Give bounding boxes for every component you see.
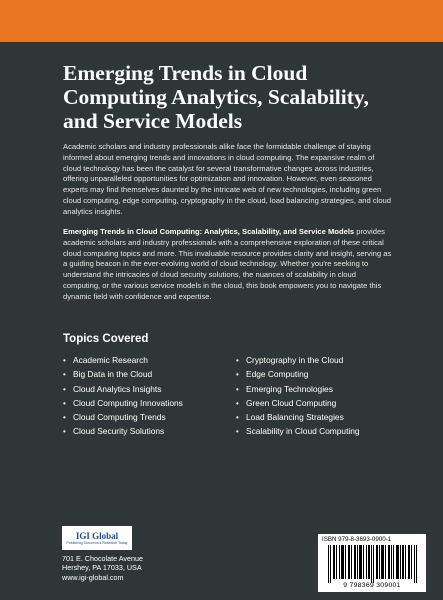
address-line-2: Hershey, PA 17033, USA <box>62 563 142 573</box>
barcode-bars-icon <box>328 545 418 583</box>
logo-tagline: Publishing Tomorrow's Research Today <box>66 540 128 545</box>
igi-global-logo <box>62 526 132 550</box>
bullet-icon: • <box>63 356 66 365</box>
topic-item: • Cryptography in the Cloud <box>236 353 406 367</box>
book-title-inline: Emerging Trends in Cloud Computing: Analytics, Scalability, and Service Models <box>63 227 355 236</box>
topic-item: • Green Cloud Computing <box>236 396 406 410</box>
topic-item: • Cloud Security Solutions <box>63 424 233 438</box>
topics-list-left <box>63 353 233 439</box>
topic-item: • Big Data in the Cloud <box>63 367 233 381</box>
bullet-icon: • <box>236 413 239 423</box>
bullet-icon: • <box>63 413 66 423</box>
publisher-website: www.igi-global.com <box>62 572 124 582</box>
bullet-icon: • <box>63 427 66 437</box>
bullet-icon: • <box>63 370 66 380</box>
bullet-icon: • <box>63 384 66 394</box>
topic-item: • Cloud Computing Innovations <box>63 396 233 410</box>
bullet-icon: • <box>236 427 239 437</box>
description-paragraph-2 <box>63 227 393 303</box>
topic-item: • Cloud Computing Trends <box>63 410 233 424</box>
bullet-icon: • <box>236 384 239 394</box>
address-line-1: 701 E. Chocolate Avenue <box>62 554 143 563</box>
topic-item: • Scalability in Cloud Computing <box>236 424 406 438</box>
topic-item: • Edge Computing <box>236 367 406 381</box>
isbn-barcode <box>318 534 426 592</box>
topic-item: • Load Balancing Strategies <box>236 410 406 424</box>
bullet-icon: • <box>63 398 66 408</box>
orange-top-band <box>0 0 443 42</box>
bullet-icon: • <box>236 356 239 365</box>
book-title: Emerging Trends in Cloud Computing Analytics, Scalability, and Service Models <box>63 61 369 133</box>
logo-name: IGI Global <box>75 530 119 541</box>
publisher-address <box>62 554 143 582</box>
description-paragraph-1: Academic scholars and industry professionals alike face the formidable challenge of staying informed about emerging trends and innovations in cloud computing. The expansive realm of cloud technology has been the catalyst for several transformative changes across industries, offering unparalleled opportunities for optimization and innovation. However, even seasoned experts may find themselves daunted by the intricate web of new technologies, including green cloud computing, edge computing, cryptography in the cloud, load balancing strategies, and cloud analytics insights. <box>63 142 392 216</box>
topic-item: • Academic Research <box>63 353 233 367</box>
bullet-icon: • <box>236 370 239 380</box>
topics-heading: Topics Covered <box>63 333 149 345</box>
topic-item: • Cloud Analytics Insights <box>63 382 233 396</box>
isbn-number: ISBN 979-8-3693-0900-1 <box>322 536 392 543</box>
bullet-icon: • <box>236 398 239 408</box>
topics-list-right <box>236 353 406 439</box>
barcode-number: 9 798369 309001 <box>343 582 401 589</box>
topic-item: • Emerging Technologies <box>236 382 406 396</box>
description-paragraph-2-text: provides academic scholars and industry professionals with a comprehensive exploration of these critical cloud computing topics and more. This invaluable resource provides clarity and insight, serving as a guiding beacon in the ever-evolving world of cloud technology. Whether you're seeking to understand the intricacies of cloud security solutions, the nuances of scalability in cloud computing, or the various service models in the cloud, this book empowers you to navigate this dynamic field with confidence and expertise. <box>63 227 392 301</box>
